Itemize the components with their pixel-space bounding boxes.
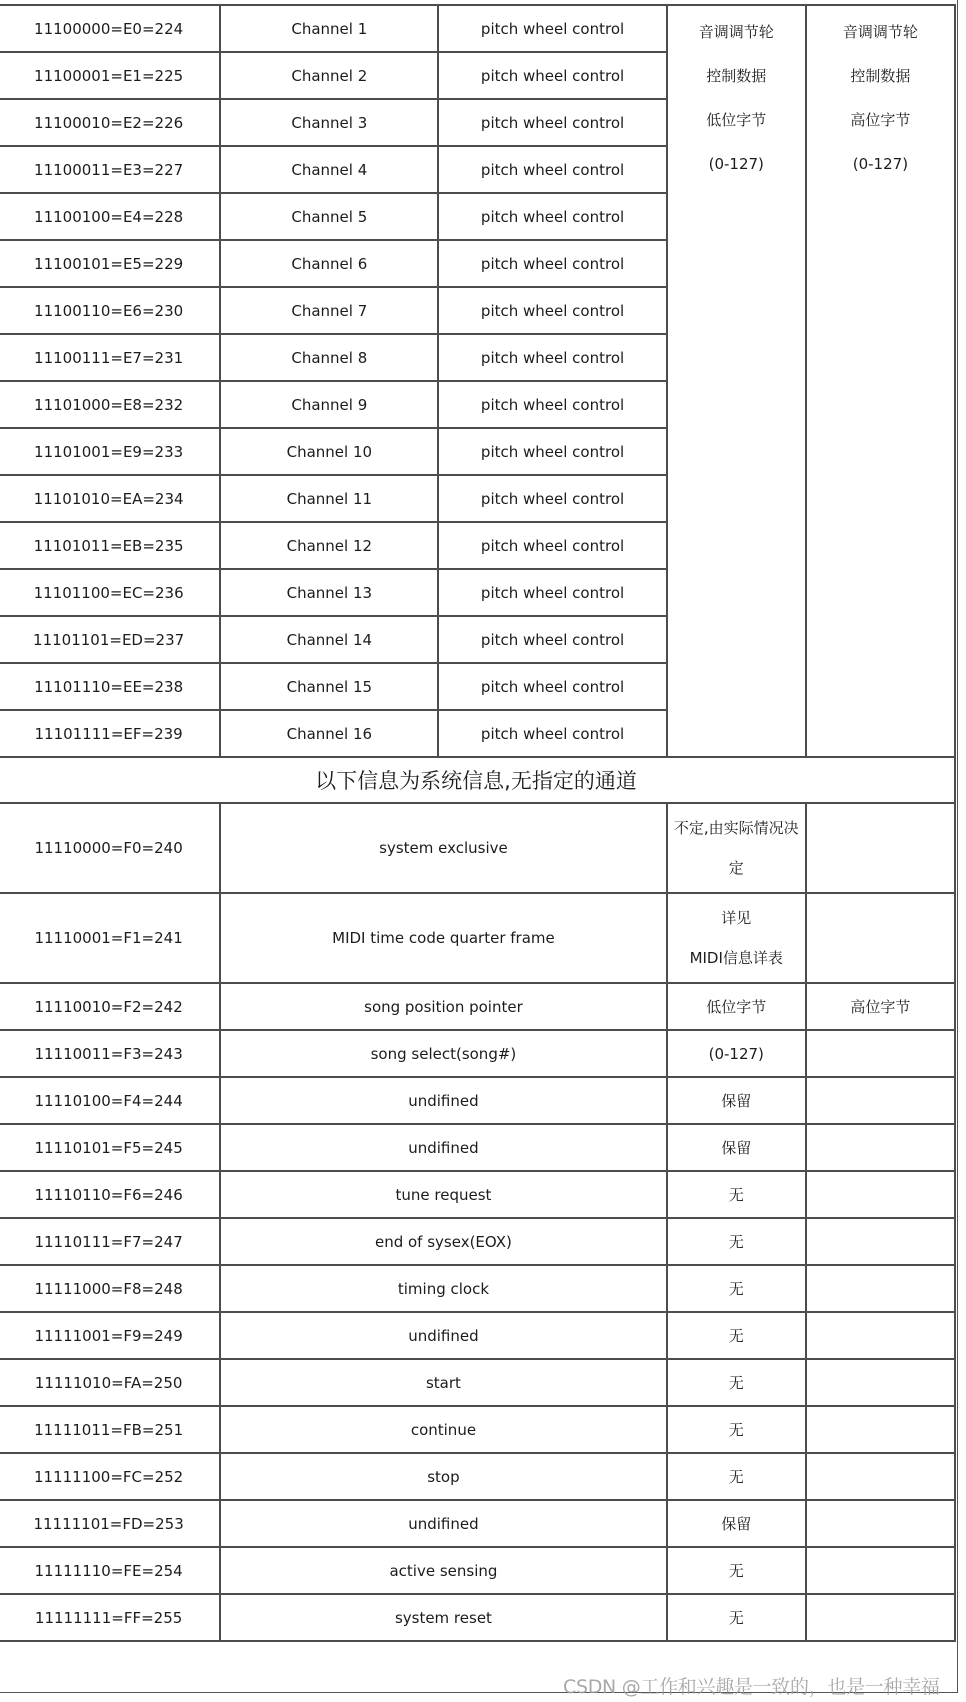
channel-cell: Channel 11 [220,475,438,522]
data2-line: 高位字节 [850,111,911,129]
status-code-cell: 11110100=F4=244 [0,1077,220,1124]
channel-cell: Channel 12 [220,522,438,569]
function-cell: end of sysex(EOX) [220,1218,666,1265]
function-cell: start [220,1359,666,1406]
data1-cell [667,803,806,893]
data2-cell [806,1547,955,1594]
channel-cell: Channel 9 [220,381,438,428]
table-row [0,1453,955,1500]
channel-cell: Channel 4 [220,146,438,193]
data1-line: 音调调节轮 [698,23,774,41]
channel-cell: Channel 6 [220,240,438,287]
status-code-cell: 11110001=F1=241 [0,893,220,983]
function-cell: pitch wheel control [438,522,666,569]
data1-cell: 无 [667,1312,806,1359]
status-code-cell: 11101110=EE=238 [0,663,220,710]
function-cell: undifined [220,1124,666,1171]
data2-cell [806,1124,955,1171]
status-code-cell: 11101100=EC=236 [0,569,220,616]
table-row [0,1171,955,1218]
table-row [0,1218,955,1265]
channel-cell: Channel 7 [220,287,438,334]
function-cell: pitch wheel control [438,287,666,334]
function-cell: continue [220,1406,666,1453]
function-cell: pitch wheel control [438,193,666,240]
pitch-data1-cell [667,5,806,757]
data2-cell [806,1077,955,1124]
channel-cell: Channel 13 [220,569,438,616]
status-code-cell: 11101010=EA=234 [0,475,220,522]
function-cell: pitch wheel control [438,616,666,663]
data1-line: 定 [728,859,744,877]
function-cell: pitch wheel control [438,710,666,757]
channel-cell: Channel 1 [220,5,438,52]
status-code-cell: 11111000=F8=248 [0,1265,220,1312]
status-code-cell: 11101111=EF=239 [0,710,220,757]
function-cell: song select(song#) [220,1030,666,1077]
status-code-cell: 11110000=F0=240 [0,803,220,893]
function-cell: pitch wheel control [438,663,666,710]
status-code-cell: 11101101=ED=237 [0,616,220,663]
status-code-cell: 11111001=F9=249 [0,1312,220,1359]
status-code-cell: 11110011=F3=243 [0,1030,220,1077]
function-cell: undifined [220,1312,666,1359]
data1-cell: 无 [667,1594,806,1641]
status-code-cell: 11100000=E0=224 [0,5,220,52]
channel-cell: Channel 2 [220,52,438,99]
status-code-cell: 11100110=E6=230 [0,287,220,334]
data1-cell: 低位字节 [667,983,806,1030]
data2-cell [806,1312,955,1359]
channel-cell: Channel 16 [220,710,438,757]
table-row [0,1030,955,1077]
function-cell: timing clock [220,1265,666,1312]
data2-cell: 高位字节 [806,983,955,1030]
function-cell: pitch wheel control [438,569,666,616]
table-row [0,803,955,893]
data1-line: 控制数据 [706,67,767,85]
function-cell: song position pointer [220,983,666,1030]
status-code-cell: 11100001=E1=225 [0,52,220,99]
status-code-cell: 11100101=E5=229 [0,240,220,287]
status-code-cell: 11111101=FD=253 [0,1500,220,1547]
status-code-cell: 11110101=F5=245 [0,1124,220,1171]
function-cell: pitch wheel control [438,99,666,146]
status-code-cell: 11101000=E8=232 [0,381,220,428]
status-code-cell: 11111011=FB=251 [0,1406,220,1453]
data1-cell: 无 [667,1171,806,1218]
data1-cell: 保留 [667,1077,806,1124]
function-cell: pitch wheel control [438,334,666,381]
section-heading: 以下信息为系统信息,无指定的通道 [0,757,955,803]
data2-cell [806,1406,955,1453]
function-cell: system exclusive [220,803,666,893]
function-cell: pitch wheel control [438,428,666,475]
function-cell: pitch wheel control [438,381,666,428]
table-row [0,1077,955,1124]
data1-cell: 保留 [667,1500,806,1547]
status-code-cell: 11100011=E3=227 [0,146,220,193]
status-code-cell: 11111010=FA=250 [0,1359,220,1406]
function-cell: tune request [220,1171,666,1218]
table-row [0,1500,955,1547]
function-cell: active sensing [220,1547,666,1594]
function-cell: undifined [220,1077,666,1124]
data2-cell [806,1500,955,1547]
data1-cell [667,893,806,983]
pitch-data2-cell [806,5,955,757]
function-cell: pitch wheel control [438,240,666,287]
data1-cell: (0-127) [667,1030,806,1077]
function-cell: pitch wheel control [438,5,666,52]
channel-cell: Channel 5 [220,193,438,240]
data1-cell: 无 [667,1547,806,1594]
channel-cell: Channel 8 [220,334,438,381]
status-code-cell: 11110010=F2=242 [0,983,220,1030]
data1-line: MIDI信息详表 [689,949,783,967]
status-code-cell: 11111111=FF=255 [0,1594,220,1641]
function-cell: pitch wheel control [438,52,666,99]
status-code-cell: 11110110=F6=246 [0,1171,220,1218]
function-cell: system reset [220,1594,666,1641]
status-code-cell: 11111100=FC=252 [0,1453,220,1500]
data2-cell [806,1453,955,1500]
midi-status-table [0,4,956,1642]
function-cell: undifined [220,1500,666,1547]
table-row [0,5,955,52]
function-cell: pitch wheel control [438,146,666,193]
data1-line: 不定,由实际情况决 [673,819,799,837]
data2-line: (0-127) [852,155,909,173]
data1-line: 低位字节 [706,111,767,129]
table-row [0,893,955,983]
data1-line: (0-127) [708,155,764,173]
data1-cell: 无 [667,1265,806,1312]
function-cell: pitch wheel control [438,475,666,522]
status-code-cell: 11111110=FE=254 [0,1547,220,1594]
data2-line: 音调调节轮 [842,23,918,41]
table-row [0,1547,955,1594]
data2-cell [806,1359,955,1406]
data1-cell: 无 [667,1218,806,1265]
data2-cell [806,1030,955,1077]
data2-line: 控制数据 [850,67,911,85]
data1-cell: 无 [667,1453,806,1500]
data2-cell [806,1171,955,1218]
table-row [0,1359,955,1406]
status-code-cell: 11100010=E2=226 [0,99,220,146]
status-code-cell: 11101011=EB=235 [0,522,220,569]
section-heading-row [0,757,955,803]
data2-cell [806,893,955,983]
channel-cell: Channel 14 [220,616,438,663]
table-row [0,1265,955,1312]
table-row [0,983,955,1030]
function-cell: stop [220,1453,666,1500]
status-code-cell: 11110111=F7=247 [0,1218,220,1265]
data1-cell: 保留 [667,1124,806,1171]
table-row [0,1124,955,1171]
data2-cell [806,1265,955,1312]
status-code-cell: 11100100=E4=228 [0,193,220,240]
status-code-cell: 11101001=E9=233 [0,428,220,475]
channel-cell: Channel 3 [220,99,438,146]
table-row [0,1594,955,1641]
function-cell: MIDI time code quarter frame [220,893,666,983]
data2-cell [806,1218,955,1265]
channel-cell: Channel 15 [220,663,438,710]
data1-cell: 无 [667,1406,806,1453]
table-row [0,1312,955,1359]
data1-line: 详见 [721,909,752,927]
table-row [0,1406,955,1453]
data2-cell [806,1594,955,1641]
data1-cell: 无 [667,1359,806,1406]
csdn-watermark: CSDN @工作和兴趣是一致的，也是一种幸福 [563,1676,940,1698]
status-code-cell: 11100111=E7=231 [0,334,220,381]
data2-cell [806,803,955,893]
channel-cell: Channel 10 [220,428,438,475]
